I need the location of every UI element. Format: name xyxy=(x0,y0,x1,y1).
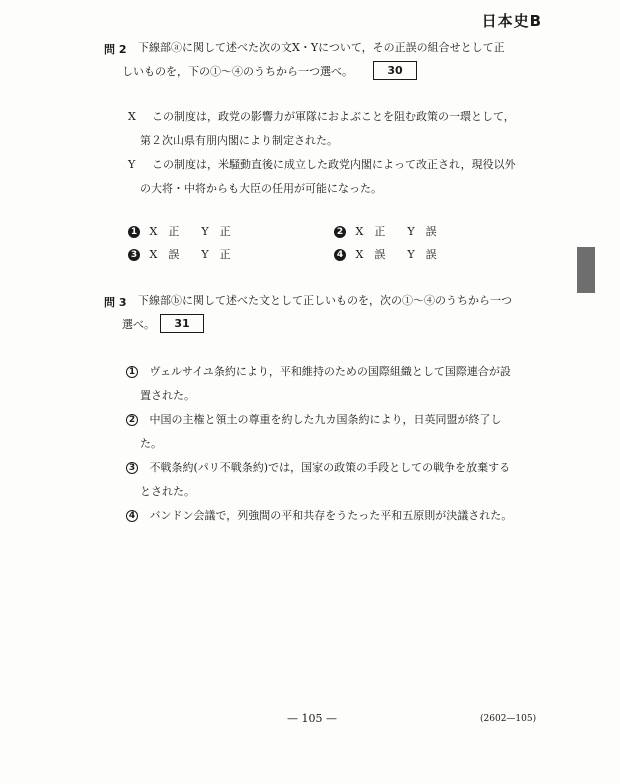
q3-label: 問 3 xyxy=(104,296,127,309)
q3-option-3[interactable] xyxy=(126,461,510,475)
q2-statement-y-line2: の大将・中将からも大臣の任用が可能になった。 xyxy=(140,182,382,195)
q3-option-1-line2: 置された。 xyxy=(140,389,195,402)
choice-text: X 誤 Y 正 xyxy=(149,248,231,261)
q3-stem-line2: 選べ。 xyxy=(122,318,155,331)
option-text-line1: 不戦条約(パリ不戦条約)では，国家の政策の手段としての戦争を放棄する xyxy=(149,461,511,474)
choice-number-2: 2 xyxy=(334,226,346,238)
choice-text: X 誤 Y 誤 xyxy=(355,248,437,261)
option-text-line1: ヴェルサイユ条約により，平和維持のための国際組織として国際連合が設 xyxy=(149,365,511,378)
subject-title: 日本史B xyxy=(481,12,542,30)
choice-number-4: 4 xyxy=(334,249,346,261)
q3-option-3-line2: とされた。 xyxy=(140,485,195,498)
option-text-line1: バンドン会議で，列強間の平和共存をうたった平和五原則が決議された。 xyxy=(149,509,513,522)
option-number-2: 2 xyxy=(126,414,138,426)
exam-code: (2602—105) xyxy=(480,714,537,724)
q2-stem-line2: しいものを，下の①〜④のうちから一つ選べ。 xyxy=(122,65,353,78)
q2-statement-y-line1: この制度は，米騒動直後に成立した政党内閣によって改正され，現役以外 xyxy=(152,158,516,171)
q2-statement-y-label: Y xyxy=(128,158,136,171)
choice-number-3: 3 xyxy=(128,249,140,261)
choice-text: X 正 Y 誤 xyxy=(355,225,437,238)
q3-stem-line1: 下線部ⓑに関して述べた文として正しいものを，次の①〜④のうちから一つ xyxy=(138,294,512,307)
q2-answer-box[interactable]: 30 xyxy=(373,61,417,80)
q2-statement-x-line2: 第２次山県有朋内閣により制定された。 xyxy=(140,134,338,147)
q2-label: 問 2 xyxy=(104,43,127,56)
q2-choice-2[interactable] xyxy=(334,225,437,239)
choice-number-1: 1 xyxy=(128,226,140,238)
option-number-4: 4 xyxy=(126,510,138,522)
page-edge-tab xyxy=(577,247,595,293)
q3-option-4[interactable] xyxy=(126,509,512,523)
option-number-3: 3 xyxy=(126,462,138,474)
q2-statement-x-line1: この制度は，政党の影響力が軍隊におよぶことを阻む政策の一環として， xyxy=(152,110,515,123)
choice-text: X 正 Y 正 xyxy=(149,225,231,238)
q3-option-2-line2: た。 xyxy=(140,437,162,450)
page-number: — 105 — xyxy=(287,712,337,725)
q2-choice-4[interactable] xyxy=(334,248,437,262)
option-number-1: 1 xyxy=(126,366,138,378)
q2-choice-1[interactable] xyxy=(128,225,231,239)
option-text-line1: 中国の主権と領土の尊重を約した九カ国条約により，日英同盟が終了し xyxy=(149,413,502,426)
q2-stem-line1: 下線部ⓐに関して述べた次の文X・Yについて，その正誤の組合せとして正 xyxy=(138,41,505,54)
q3-option-2[interactable] xyxy=(126,413,502,427)
q2-statement-x-label: X xyxy=(128,110,136,123)
q3-option-1[interactable] xyxy=(126,365,511,379)
q2-choice-3[interactable] xyxy=(128,248,231,262)
q3-answer-box[interactable]: 31 xyxy=(160,314,204,333)
